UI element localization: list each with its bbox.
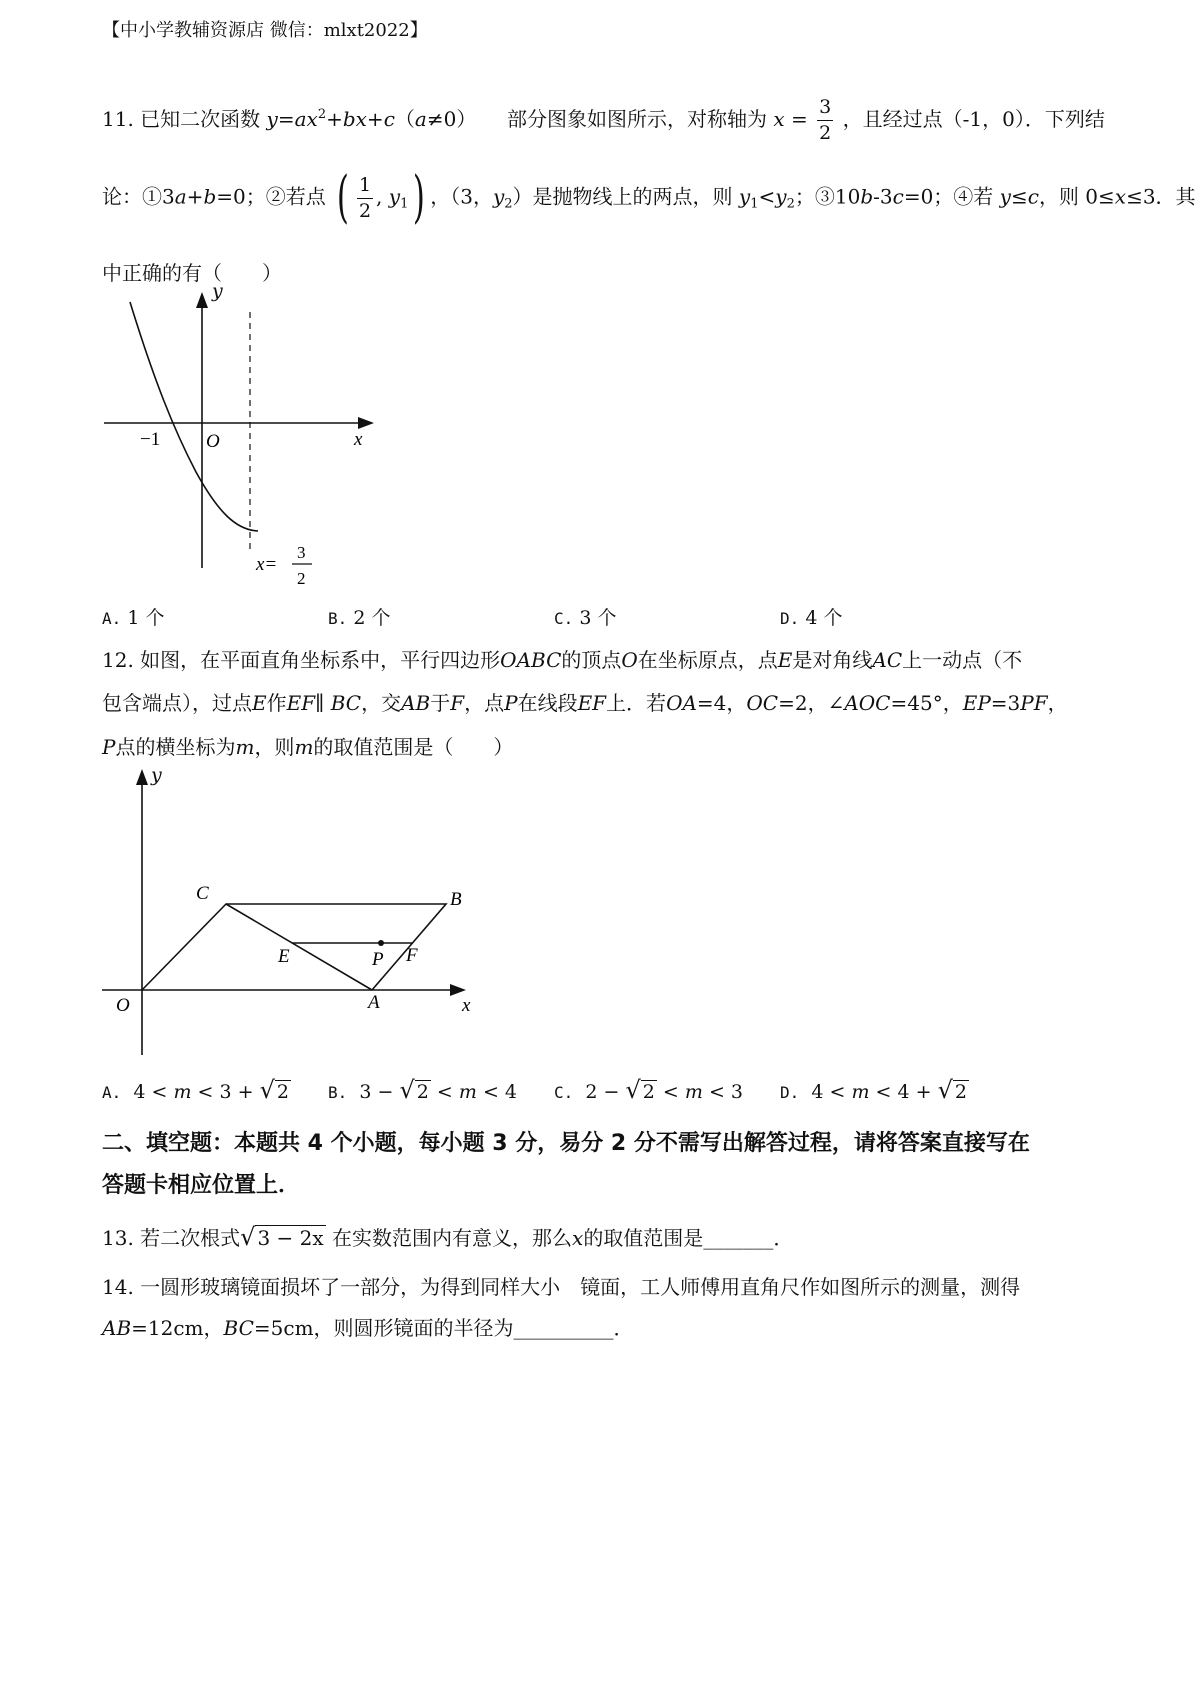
q11-l2-y2sub: 2: [504, 196, 513, 212]
q11-option-c-key: C.: [554, 609, 574, 628]
q11-text-c: ，且经过点（-1，0）．下列结: [842, 107, 1105, 131]
q13-end: ．: [773, 1226, 794, 1250]
q12-option-b-key: B.: [328, 1083, 348, 1102]
q11-l2-c: ，（3，: [430, 184, 493, 209]
q11-func-a: ax: [294, 107, 318, 131]
q11-option-a-key: A.: [102, 609, 122, 628]
q11-l2-f-y: y: [999, 184, 1011, 209]
q11-option-d-text: 4 个: [805, 607, 843, 629]
q12-label-y-text: y: [151, 764, 162, 786]
q13-radical: √: [240, 1223, 256, 1251]
q11-l2-d: ）是抛物线上的两点，则: [512, 184, 733, 209]
q11-line2: [102, 165, 1196, 230]
q11-option-c-text: 3 个: [579, 607, 617, 629]
q12-l1-o: O: [621, 648, 638, 672]
q12-l2-m: ，: [1047, 691, 1068, 715]
q11-l2-f-le: ≤: [1010, 184, 1028, 209]
q11-option-b-key: B.: [328, 609, 348, 628]
q11-pt-num: 1: [357, 176, 373, 199]
q13-text-b: 在实数范围内有意义，那么: [332, 1226, 573, 1250]
q12-l2-c: ，交: [361, 691, 402, 715]
q11-label-num: 3: [297, 543, 306, 562]
q12-l2-l: =3: [990, 691, 1021, 715]
q12-option-b: [328, 1075, 517, 1108]
q11-number: 11.: [102, 107, 134, 131]
q11-parabola-curve: [130, 302, 258, 531]
q12-l2-j: =2，∠: [778, 691, 845, 715]
q11-l2-e-mid: -3: [873, 184, 893, 209]
q12-l2-f: F: [450, 691, 465, 715]
q12-l2-p: P: [504, 691, 518, 715]
q13-text-a: 13. 若二次根式: [102, 1226, 241, 1250]
q12-l2-k: =45°，: [890, 691, 963, 715]
q11-parabola-figure: [96, 290, 406, 610]
q11-cmp-1: 1: [750, 196, 759, 212]
q11-label-y-text: y: [212, 280, 223, 302]
q11-cond-close: ）: [456, 107, 477, 131]
q11-func-sup: 2: [317, 107, 327, 122]
q12-option-d-mid: < 4 +: [875, 1081, 932, 1103]
q12-option-a-radicand: 2: [276, 1081, 289, 1103]
q12-option-a-radical: √: [259, 1076, 275, 1104]
q12-option-c-key: C.: [554, 1083, 574, 1102]
q12-point-p: [378, 940, 384, 946]
q13-line: [102, 1222, 793, 1253]
q13-answer-blank: _______: [703, 1226, 774, 1250]
q12-option-b-pre: 3 −: [359, 1081, 394, 1103]
q11-option-a: [102, 603, 164, 634]
q14-l2-a: =12cm，: [131, 1316, 224, 1340]
q11-l2-f-x: x: [1114, 184, 1127, 209]
q12-l2-g: 在线段: [517, 691, 578, 715]
q12-l2-bc: BC: [330, 691, 362, 715]
q12-l2-par: ∥: [315, 691, 325, 715]
q11-label-origin: O: [206, 431, 220, 452]
q12-l2-oa: OA: [666, 691, 697, 715]
q11-pt-comma: ,: [376, 184, 383, 209]
q11-l2-e: ；③10: [794, 184, 861, 209]
q11-cond-a: a: [414, 107, 427, 131]
q11-option-b-text: 2 个: [353, 607, 391, 629]
q11-l2-e-end: =0；④若: [903, 184, 994, 209]
q11-label-neg1: −1: [140, 429, 161, 450]
q12-l2-ef: EF: [286, 691, 316, 715]
q11-l2-y2: y: [492, 184, 505, 209]
page-header: 【中小学教辅资源店 微信：mlxt2022】: [102, 20, 428, 41]
q11-l2-e-c: c: [892, 184, 904, 209]
q11-label-den: 2: [297, 569, 306, 588]
q12-l1-oabc: OABC: [500, 648, 562, 672]
q12-l1-b: 的顶点: [561, 648, 622, 672]
q12-option-b-var: m: [458, 1081, 477, 1103]
q12-option-d-radicand: 2: [954, 1081, 967, 1103]
q12-option-b-lt: <: [436, 1081, 453, 1103]
q11-cond-open: （: [394, 107, 415, 131]
q12-diagonal-ac: [226, 904, 372, 990]
q11-l2-a-var: a: [174, 184, 187, 209]
q11-text-a: 已知二次函数: [140, 107, 261, 131]
q11-func-y: y: [266, 107, 278, 131]
q12-option-c: [554, 1075, 743, 1108]
q11-axis-fraction: [817, 98, 833, 143]
q12-l3-c: 的取值范围是（ ）: [313, 735, 514, 759]
q14-ab: AB: [102, 1316, 132, 1340]
q11-cmp-2: 2: [786, 196, 795, 212]
q13-radicand: 3 − 2x: [257, 1226, 324, 1250]
q12-parallelogram: [142, 904, 446, 990]
section2-heading-line1: 二、填空题：本题共 4 个小题，每小题 3 分，易分 2 分不需写出解答过程，请将答案直接写在: [102, 1131, 1030, 1156]
q14-bc: BC: [223, 1316, 254, 1340]
q12-y-arrow: [136, 769, 148, 785]
q12-label-f: F: [406, 945, 418, 966]
q11-label-xeq: x=: [256, 554, 278, 575]
q12-option-d-key: D.: [780, 1083, 800, 1102]
q11-cmp-y2: y: [775, 184, 787, 209]
q12-option-b-radicand: 2: [416, 1081, 429, 1103]
q12-l2-h: 上．若: [606, 691, 667, 715]
q11-pt-y: y: [388, 184, 401, 209]
q12-l1-f: 上一动点（不: [902, 648, 1023, 672]
q11-pt-ysub: 1: [400, 196, 409, 212]
q11-label-x: x: [354, 429, 363, 450]
q12-l2-ep: EP: [962, 691, 991, 715]
q12-label-a: A: [368, 992, 380, 1013]
q12-option-b-radical: √: [399, 1076, 415, 1104]
q14-line2: [102, 1313, 634, 1343]
q11-cond-ne: ≠0: [426, 107, 457, 131]
q11-option-c: [554, 603, 616, 634]
q11-func-eq: =: [277, 107, 295, 131]
q12-option-d-pre: 4 <: [811, 1081, 846, 1103]
q11-axis-eq: =: [791, 107, 808, 131]
q12-option-b-mid: < 4: [482, 1081, 518, 1103]
q11-cmp-lt: <: [758, 184, 776, 209]
q12-l3-b: ，则: [254, 735, 295, 759]
q13-text-c: 的取值范围是: [583, 1226, 704, 1250]
q11-point-rparen: ): [413, 165, 426, 230]
q12-l2-oc: OC: [746, 691, 779, 715]
q12-l1-c: 在坐标原点，点: [637, 648, 778, 672]
q11-l2-f-mid: ，则 0≤: [1038, 184, 1115, 209]
q11-option-b: [328, 603, 390, 634]
q12-option-a: [102, 1075, 291, 1108]
q12-line3: [102, 732, 513, 762]
section2-heading-line2: 答题卡相应位置上．: [102, 1173, 301, 1198]
q12-l3-m: m: [235, 735, 255, 759]
q13-var-x: x: [572, 1226, 584, 1250]
q11-line3: 中正确的有（ ）: [102, 261, 282, 285]
q11-axis-x: x: [773, 107, 785, 131]
q11-l2-a: 论：①3: [102, 184, 175, 209]
q12-label-o: O: [116, 995, 130, 1016]
q12-l3-m2: m: [294, 735, 314, 759]
q12-option-a-mid: < 3 +: [197, 1081, 254, 1103]
q12-l2-e: E: [252, 691, 267, 715]
q12-l2-aoc: AOC: [844, 691, 891, 715]
q12-l2-pf: PF: [1020, 691, 1048, 715]
q14-l2-b: =5cm，则圆形镜面的半径为: [253, 1316, 514, 1340]
q12-label-e: E: [278, 946, 290, 967]
q11-pt-den: 2: [358, 199, 372, 222]
q11-func-rest: +bx+c: [326, 107, 395, 131]
q12-option-c-lt: <: [662, 1081, 679, 1103]
q11-l2-e-b: b: [860, 184, 874, 209]
q12-l2-d: 于: [430, 691, 451, 715]
q12-option-d: [780, 1075, 969, 1108]
q11-point-lparen: (: [337, 165, 350, 230]
q12-l1-d: 是对角线: [792, 648, 873, 672]
q12-l2-ab: AB: [401, 691, 431, 715]
q12-l2-a: 包含端点），过点: [102, 691, 252, 715]
q12-l2-i: =4，: [696, 691, 747, 715]
q12-label-b: B: [450, 889, 462, 910]
q12-line2: [102, 688, 1068, 718]
q12-l1-a: 12. 如图，在平面直角坐标系中，平行四边形: [102, 648, 501, 672]
q11-l2-plus: +: [186, 184, 204, 209]
q12-label-x: x: [462, 995, 471, 1016]
q12-label-c: C: [196, 883, 209, 904]
q12-option-c-radical: √: [625, 1076, 641, 1104]
q11-axis-num: 3: [817, 98, 833, 121]
q11-point-fraction: [357, 173, 373, 222]
q12-l1-ac: AC: [872, 648, 903, 672]
q12-l3-p: P: [102, 735, 116, 759]
q11-option-d: [780, 603, 842, 634]
q11-axis-den: 2: [819, 122, 832, 144]
q11-option-d-key: D.: [780, 609, 800, 628]
q14-line1: 14. 一圆形玻璃镜面损坏了一部分，为得到同样大小 镜面，工人师傅用直角尺作如图所示的测量，测得: [102, 1275, 1021, 1299]
q11-l2-b-rest: =0；②若点: [216, 184, 326, 209]
q12-option-c-pre: 2 −: [585, 1081, 620, 1103]
q12-line1: [102, 645, 1022, 675]
q12-l2-b: 作: [266, 691, 287, 715]
q11-line1: [102, 98, 1105, 143]
q12-option-c-var: m: [684, 1081, 703, 1103]
q11-option-a-text: 1 个: [127, 607, 165, 629]
q11-l2-f-end: ≤3．其: [1126, 184, 1196, 209]
q11-x-arrow: [358, 417, 374, 429]
q12-option-a-key: A.: [102, 1083, 122, 1102]
q12-option-c-mid: < 3: [708, 1081, 744, 1103]
q11-cmp-y1: y: [738, 184, 751, 209]
q14-answer-blank: __________: [513, 1316, 614, 1340]
q12-option-a-var: m: [173, 1081, 192, 1103]
q12-option-c-radicand: 2: [642, 1081, 655, 1103]
q12-l3-a: 点的横坐标为: [115, 735, 236, 759]
q12-option-d-radical: √: [937, 1076, 953, 1104]
q12-option-d-var: m: [851, 1081, 870, 1103]
q12-l2-ef2: EF: [577, 691, 607, 715]
q12-option-a-pre: 4 <: [133, 1081, 168, 1103]
q11-y-arrow: [196, 292, 208, 308]
q12-parallelogram-figure: [96, 765, 496, 1060]
q11-text-b: 部分图象如图所示，对称轴为: [507, 107, 768, 131]
q12-l2-e2: ，点: [464, 691, 505, 715]
q12-label-p: P: [372, 949, 384, 970]
q11-l2-b-var: b: [203, 184, 217, 209]
q12-l1-e: E: [777, 648, 793, 672]
q11-l2-f-c: c: [1027, 184, 1039, 209]
q14-end: ．: [613, 1316, 634, 1340]
